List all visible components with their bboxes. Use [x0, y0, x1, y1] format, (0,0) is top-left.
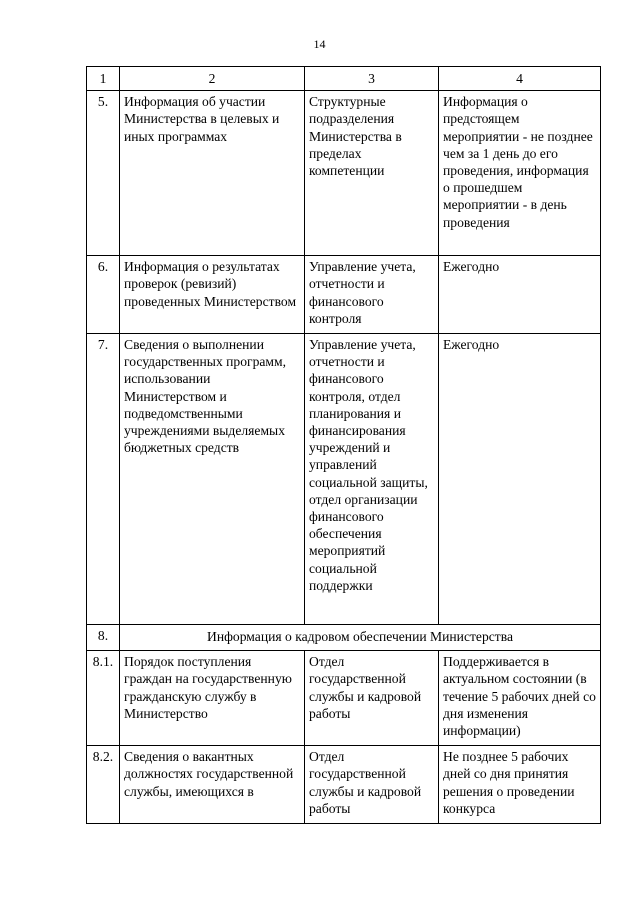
table-row — [87, 334, 601, 625]
info-name-cell: Порядок поступления граждан на государственную гражданскую службу в Министерство — [120, 651, 305, 746]
header-cell-3: 3 — [305, 67, 439, 91]
section-title-cell: Информация о кадровом обеспечении Министерства — [120, 625, 601, 651]
responsible-unit-cell: Отдел государственной службы и кадровой работы — [305, 746, 439, 824]
row-number: 6. — [87, 256, 120, 334]
document-table — [86, 66, 601, 824]
row-number: 8. — [87, 625, 120, 651]
table-row — [87, 91, 601, 256]
row-number: 5. — [87, 91, 120, 256]
table-row — [87, 746, 601, 824]
deadline-cell: Ежегодно — [439, 256, 601, 334]
deadline-cell: Поддерживается в актуальном состоянии (в течение 5 рабочих дней со дня изменения информации) — [439, 651, 601, 746]
info-name-cell: Сведения о вакантных должностях государственной службы, имеющихся в — [120, 746, 305, 824]
deadline-cell: Ежегодно — [439, 334, 601, 625]
deadline-cell: Информация о предстоящем мероприятии - не позднее чем за 1 день до его проведения, информация о прошедшем мероприятии - в день проведения — [439, 91, 601, 256]
deadline-cell: Не позднее 5 рабочих дней со дня принятия решения о проведении конкурса — [439, 746, 601, 824]
header-cell-2: 2 — [120, 67, 305, 91]
responsible-unit-cell: Управление учета, отчетности и финансового контроля — [305, 256, 439, 334]
row-number: 8.2. — [87, 746, 120, 824]
header-cell-1: 1 — [87, 67, 120, 91]
responsible-unit-cell: Отдел государственной службы и кадровой работы — [305, 651, 439, 746]
responsible-unit-cell: Структурные подразделения Министерства в пределах компетенции — [305, 91, 439, 256]
info-name-cell: Сведения о выполнении государственных программ, использовании Министерством и подведомственными учреждениями выделяемых бюджетных средств — [120, 334, 305, 625]
table-header-row — [87, 67, 601, 91]
info-name-cell: Информация о результатах проверок (ревизий) проведенных Министерством — [120, 256, 305, 334]
table-row — [87, 651, 601, 746]
section-row — [87, 625, 601, 651]
row-number: 7. — [87, 334, 120, 625]
responsible-unit-cell: Управление учета, отчетности и финансового контроля, отдел планирования и финансирования учреждений и управлений социальной защиты, отдел организации финансового обеспечения мероприятий социальной поддержки — [305, 334, 439, 625]
table-row — [87, 256, 601, 334]
row-number: 8.1. — [87, 651, 120, 746]
info-name-cell: Информация об участии Министерства в целевых и иных программах — [120, 91, 305, 256]
header-cell-4: 4 — [439, 67, 601, 91]
page-number: 14 — [313, 37, 326, 51]
